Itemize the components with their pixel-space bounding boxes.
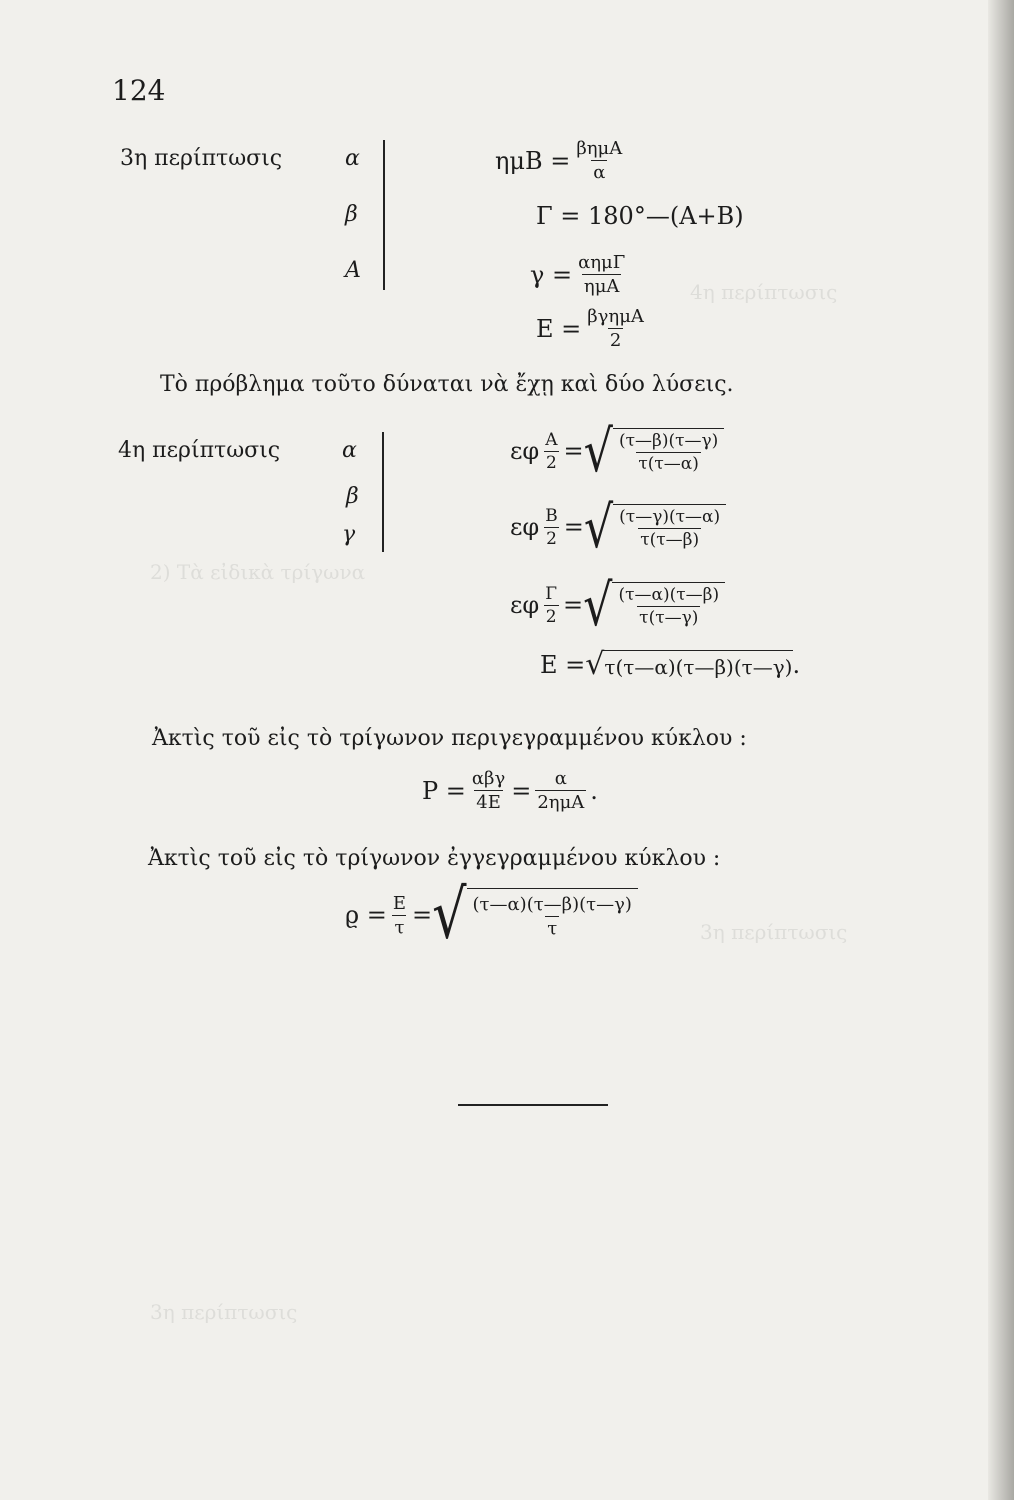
case4-eq2-pre: εφ [510, 513, 540, 541]
case3-given-b: β [345, 202, 358, 227]
case3-eq1-num: βημΑ [576, 138, 623, 159]
case3-eq4-num: βγημΑ [587, 306, 644, 327]
case3-eq1-lhs: ημΒ = [495, 146, 571, 175]
case4-given-a: α [342, 438, 357, 463]
case3-eq2: Γ = 180°—(Α+Β) [536, 202, 744, 230]
sqrt-sign: √ [583, 417, 613, 485]
inradius-rad-den: τ [547, 918, 558, 939]
case4-eq4-rad: τ(τ—α)(τ—β)(τ—γ) [604, 650, 792, 680]
case4-eq4-lhs: Ε = [540, 651, 586, 679]
case3-given-a: α [345, 146, 360, 171]
inradius-eq: = [412, 901, 433, 929]
case3-divider [383, 140, 385, 290]
case4-label: 4η περίπτωσις [118, 438, 281, 463]
circumradius-tail: . [590, 776, 598, 805]
case4-eq3 [510, 571, 725, 639]
case4-divider [382, 432, 384, 552]
bleed-through-text: 3η περίπτωσις [700, 920, 848, 944]
sqrt-sign: √ [583, 493, 614, 561]
circumradius-eq: = [511, 776, 532, 805]
case3-eq3-num: αημΓ [578, 252, 626, 273]
circumradius-den2: 2ημΑ [537, 792, 585, 813]
case3-eq4 [536, 306, 650, 351]
circumradius-num1: αβγ [471, 768, 506, 789]
case4-eq2 [510, 493, 726, 561]
case4-eq1-pre: εφ [510, 437, 540, 465]
case4-eq3-num: (τ—α)(τ—β) [618, 585, 720, 605]
case4-eq1-num: (τ—β)(τ—γ) [618, 431, 719, 451]
case3-eq1 [495, 138, 628, 183]
case3-eq3 [530, 252, 631, 297]
circumradius-lhs: Ρ = [422, 776, 466, 805]
case4-eq2-hnum: Β [545, 505, 558, 526]
sqrt-sign: √ [583, 571, 613, 639]
case4-eq3-pre: εφ [510, 591, 540, 619]
circumradius-num2: α [554, 768, 567, 789]
case4-eq2-hden: 2 [546, 528, 557, 549]
circumradius-text: Ἀκτὶς τοῦ εἰς τὸ τρίγωνον περιγεγραμμένου κύκλου : [152, 726, 747, 751]
sqrt-sign: √ [585, 647, 605, 682]
case4-eq1-eq: = [563, 437, 584, 465]
case4-eq3-hden: 2 [545, 606, 557, 627]
inradius-lhs: ϱ = [345, 901, 387, 929]
bleed-through-text: 2) Τὰ εἰδικὰ τρίγωνα [150, 560, 366, 584]
case4-eq2-eq: = [563, 513, 584, 541]
case4-eq3-hnum: Γ [545, 583, 558, 604]
inradius-den1: τ [394, 916, 405, 938]
case3-eq4-lhs: Ε = [536, 314, 582, 343]
case3-eq3-lhs: γ = [530, 260, 573, 289]
case4-eq2-num: (τ—γ)(τ—α) [619, 507, 721, 527]
page-number: 124 [112, 74, 166, 107]
inradius-formula [345, 875, 638, 954]
case4-eq4-tail: . [792, 651, 801, 679]
case4-given-b: β [346, 484, 359, 509]
inradius-text: Ἀκτὶς τοῦ εἰς τὸ τρίγωνον ἐγγεγραμμένου κύκλου : [148, 846, 721, 871]
inradius-num1: Ε [392, 892, 406, 914]
case3-eq1-den: α [593, 162, 606, 183]
page-edge-shadow [988, 0, 1014, 1500]
case4-eq3-den: τ(τ—γ) [639, 608, 699, 628]
case4-eq1-den: τ(τ—α) [638, 454, 699, 474]
case4-eq1 [510, 417, 724, 485]
bleed-through-text: 3η περίπτωσις [150, 1300, 298, 1324]
circumradius-formula [422, 768, 598, 813]
case4-eq4 [540, 647, 801, 682]
case4-given-c: γ [342, 522, 356, 547]
case4-eq2-den: τ(τ—β) [640, 530, 700, 550]
section-end-rule [458, 1104, 608, 1106]
case3-eq3-den: ημΑ [583, 276, 620, 297]
case4-eq1-hden: 2 [545, 452, 557, 473]
inradius-rad-num: (τ—α)(τ—β)(τ—γ) [472, 894, 632, 915]
case4-eq1-hnum: Α [545, 429, 558, 450]
case3-given-A: Α [345, 258, 361, 283]
circumradius-den1: 4Ε [476, 792, 501, 813]
case3-label: 3η περίπτωσις [120, 146, 283, 171]
case4-eq3-eq: = [563, 591, 584, 619]
bleed-through-text: 4η περίπτωσις [690, 280, 838, 304]
case3-eq4-den: 2 [609, 330, 622, 351]
case3-note: Τὸ πρόβλημα τοῦτο δύναται νὰ ἔχῃ καὶ δύο λύσεις. [160, 372, 734, 397]
sqrt-sign: √ [432, 875, 467, 954]
